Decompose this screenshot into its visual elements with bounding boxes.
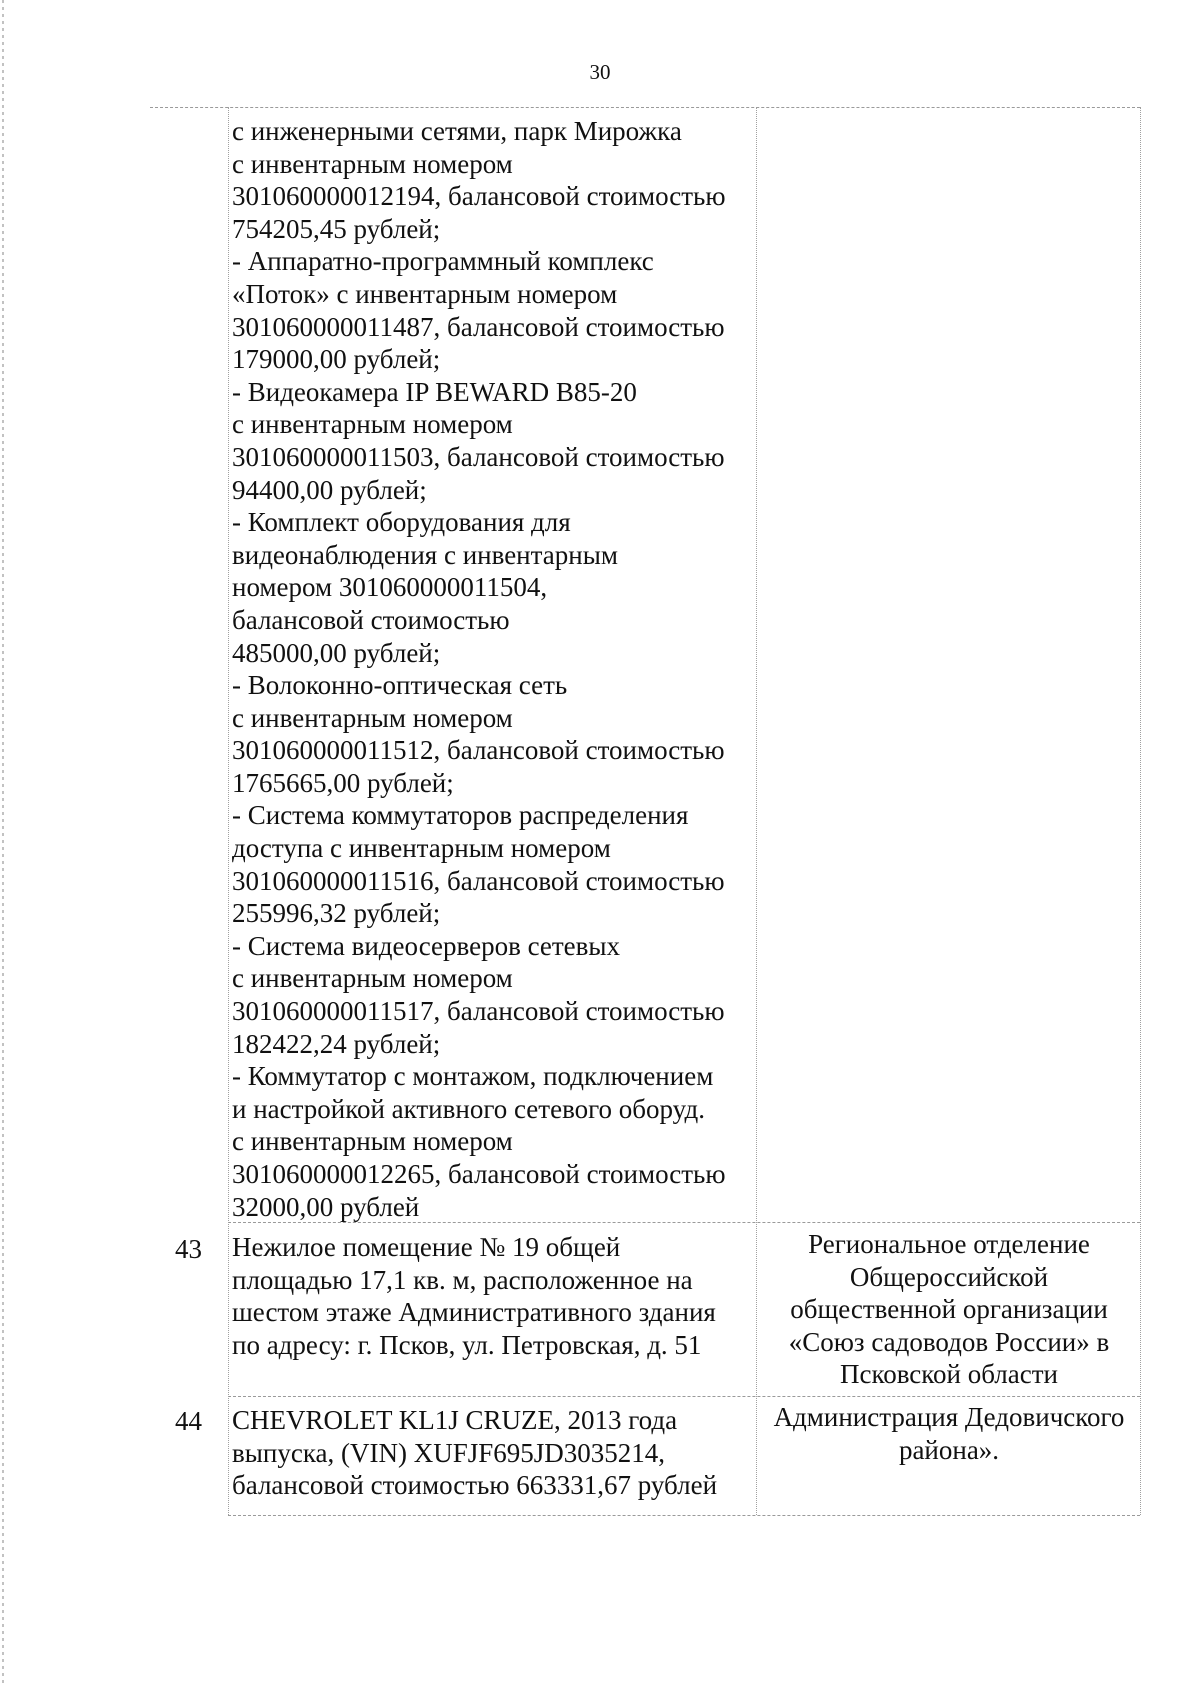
table-right-border: [1140, 107, 1141, 1515]
row-number-44: 44: [175, 1406, 202, 1436]
row-divider-44: [228, 1396, 1140, 1397]
column-divider-right: [756, 107, 757, 1515]
row-44-recipient: Администрация Дедовичского района».: [773, 1402, 1125, 1465]
scan-left-edge: [2, 0, 4, 1686]
page-number: 30: [589, 60, 611, 84]
row-43-description: Нежилое помещение № 19 общей площадью 17,1 кв. м, расположенное на шестом этаже Административного здания по адресу: г. Псков, ул. Петровская, д. 51: [232, 1232, 716, 1360]
row-number-43: 43: [175, 1234, 202, 1264]
table-top-border: [150, 107, 1140, 108]
row-44-description: CHEVROLET KL1J CRUZE, 2013 года выпуска, (VIN) XUFJF695JD3035214, балансовой стоимостью 663331,67 рублей: [232, 1405, 718, 1501]
continuation-cell-text: с инженерными сетями, парк Мирожка с инвентарным номером 301060000012194, балансовой стоимостью 754205,45 рублей; - Аппаратно-программный комплекс «Поток» с инвентарным номером 301060000011487, балансовой стоимостью 179000,00 рублей; - Видеокамера IP BEWARD B85-20 с инвентарным номером 301060000011503, балансовой стоимостью 94400,00 рублей; - Комплект оборудования для видеонаблюдения с инвентарным номером 301060000011504, балансовой стоимостью 485000,00 рублей; - Волоконно-оптическая сеть с инвентарным номером 301060000011512, балансовой стоимостью 1765665,00 рублей; - Система коммутаторов распределения доступа с инвентарным номером 301060000011516, балансовой стоимостью 255996,32 рублей; - Система видеосерверов сетевых с инвентарным номером 301060000011517, балансовой стоимостью 182422,24 рублей; - Коммутатор с монтажом, подключением и настройкой активного сетевого оборуд. с инвентарным номером 301060000012265, балансовой стоимостью 32000,00 рублей: [232, 116, 726, 1222]
table-bottom-border: [228, 1515, 1140, 1516]
row-43-recipient: Региональное отделение Общероссийской общественной организации «Союз садоводов России» в Псковской области: [788, 1229, 1110, 1389]
column-divider-left: [228, 107, 229, 1515]
